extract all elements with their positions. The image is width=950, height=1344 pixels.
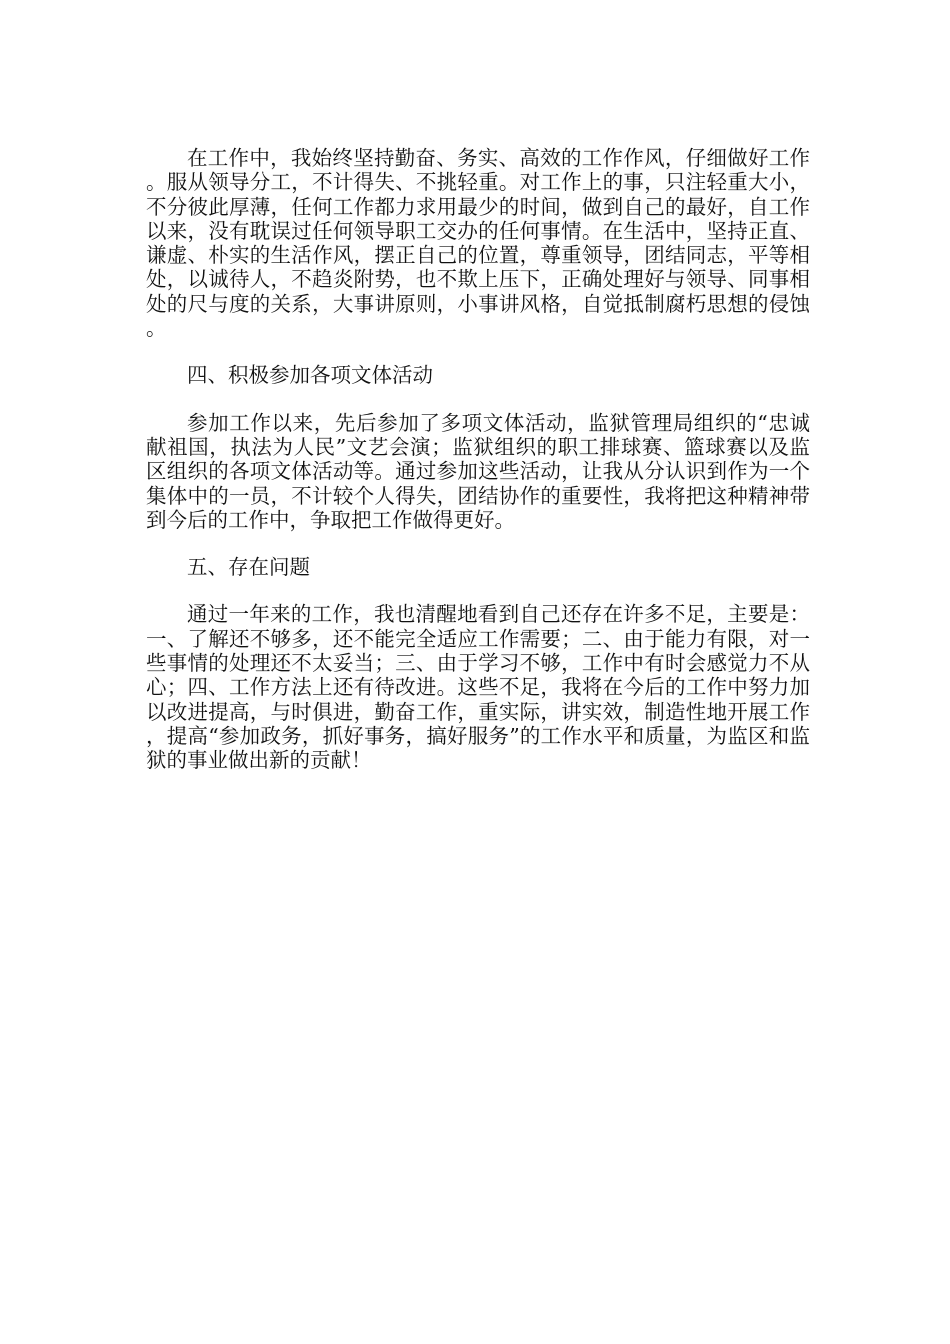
paragraph-spacer — [146, 579, 810, 602]
document-body — [146, 146, 810, 773]
paragraph-activities: 参加工作以来，先后参加了多项文体活动，监狱管理局组织的“忠诚献祖国，执法为人民”文艺会演；监狱组织的职工排球赛、篮球赛以及监区组织的各项文体活动等。通过参加这些活动，让我从分认识到作为一个集体中的一员，不计较个人得失，团结协作的重要性，我将把这种精神带到今后的工作中，争取把工作做得更好。 — [146, 410, 810, 532]
section-heading-activities: 四、积极参加各项文体活动 — [187, 363, 433, 388]
paragraph-spacer — [146, 388, 810, 411]
paragraph-spacer — [146, 532, 810, 555]
paragraph-spacer — [146, 340, 810, 363]
section-heading-problems: 五、存在问题 — [187, 555, 310, 580]
paragraph-work-style: 在工作中，我始终坚持勤奋、务实、高效的工作作风，仔细做好工作。服从领导分工，不计得失、不挑轻重。对工作上的事，只注轻重大小，不分彼此厚薄，任何工作都力求用最少的时间，做到自己的最好，自工作以来，没有耽误过任何领导职工交办的任何事情。在生活中，坚持正直、谦虚、朴实的生活作风，摆正自己的位置，尊重领导，团结同志，平等相处，以诚待人，不趋炎附势，也不欺上压下，正确处理好与领导、同事相处的尺与度的关系，大事讲原则，小事讲风格，自觉抵制腐朽思想的侵蚀。 — [146, 146, 810, 341]
paragraph-problems: 通过一年来的工作，我也清醒地看到自己还存在许多不足，主要是：一、了解还不够多，还不能完全适应工作需要；二、由于能力有限，对一些事情的处理还不太妥当；三、由于学习不够，工作中有时会感觉力不从心；四、工作方法上还有待改进。这些不足，我将在今后的工作中努力加以改进提高，与时俱进，勤奋工作，重实际，讲实效，制造性地开展工作，提高“参加政务，抓好事务，搞好服务”的工作水平和质量，为监区和监狱的事业做出新的贡献！ — [146, 602, 810, 773]
